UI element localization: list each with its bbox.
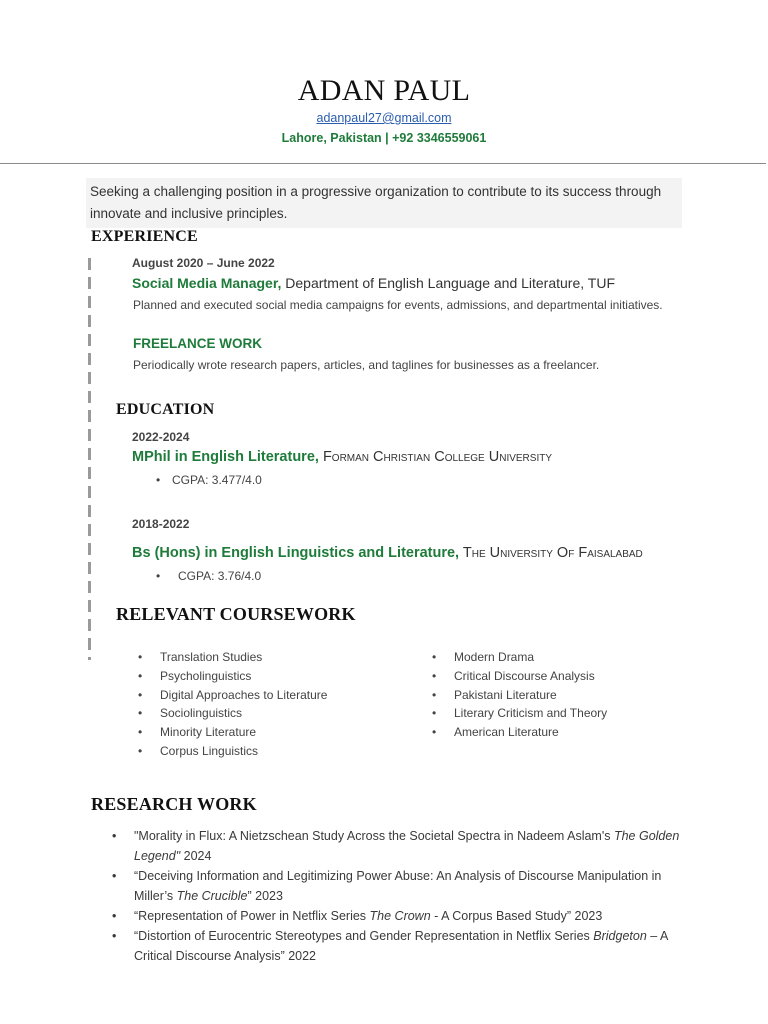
- contact-line: Lahore, Pakistan | +92 3346559061: [281, 131, 487, 145]
- education-date-1: 2022-2024: [132, 430, 190, 444]
- list-item: • Critical Discourse Analysis: [432, 668, 595, 683]
- experience-heading: EXPERIENCE: [91, 228, 198, 245]
- email-link[interactable]: adanpaul27@gmail.com: [316, 111, 452, 125]
- list-item: • Corpus Linguistics: [138, 743, 259, 758]
- list-item: • Sociolinguistics: [138, 706, 243, 721]
- research-heading: RESEARCH WORK: [91, 794, 257, 814]
- timeline-bar: [88, 258, 91, 660]
- institution-name: Forman Christian College University: [318, 449, 553, 465]
- list-item: • Modern Drama: [432, 650, 535, 664]
- degree-title: MPhil in English Literature,: [132, 449, 319, 465]
- institution-name: The University Of Faisalabad: [459, 545, 643, 561]
- list-item: • “Deceiving Information and Legitimizing Power Abuse: An Analysis of Discourse Manipulation in Miller’s The Crucible” 2023: [112, 869, 662, 903]
- degree-title: Bs (Hons) in English Linguistics and Literature,: [132, 545, 460, 561]
- cgpa-text: CGPA: 3.76/4.0: [178, 569, 262, 583]
- list-item: • Literary Criticism and Theory: [432, 706, 608, 721]
- education-date-2: 2018-2022: [132, 517, 190, 531]
- list-item: • “Representation of Power in Netflix Series The Crown - A Corpus Based Study” 2023: [112, 909, 603, 923]
- candidate-name: ADAN PAUL: [297, 74, 471, 107]
- objective-box: [86, 178, 682, 228]
- role-description: Planned and executed social media campaigns for events, admissions, and departmental initiatives.: [133, 298, 663, 312]
- experience-date: August 2020 – June 2022: [132, 256, 275, 270]
- cgpa-text: CGPA: 3.477/4.0: [172, 473, 262, 487]
- experience-role: [132, 275, 615, 291]
- objective-text: Seeking a challenging position in a progressive organization to contribute to its success through innovate and inclusive principles.: [90, 184, 662, 221]
- freelance-title: FREELANCE WORK: [133, 336, 262, 351]
- coursework-list-left: [138, 648, 327, 761]
- list-item: • “Distortion of Eurocentric Stereotypes and Gender Representation in Netflix Series Bridgeton – A Critical Discourse Analysis” 2022: [112, 929, 668, 963]
- list-item: • "Morality in Flux: A Nietzschean Study Across the Societal Spectra in Nadeem Aslam's The Golden Legend" 2024: [112, 829, 680, 863]
- list-item: • Digital Approaches to Literature: [138, 687, 328, 702]
- list-item: • Minority Literature: [138, 725, 257, 740]
- list-item: • Psycholinguistics: [138, 668, 252, 683]
- role-title: Social Media Manager,: [132, 275, 282, 291]
- education-bullet-2: • CGPA: 3.76/4.0: [156, 569, 262, 583]
- freelance-description: Periodically wrote research papers, articles, and taglines for businesses as a freelancer.: [133, 358, 600, 372]
- coursework-list-right: [432, 648, 607, 742]
- header-divider: [0, 163, 766, 164]
- list-item: • Pakistani Literature: [432, 687, 557, 702]
- list-item: • American Literature: [432, 725, 559, 740]
- role-organization: Department of English Language and Literature, TUF: [281, 275, 615, 291]
- list-item: • Translation Studies: [138, 650, 263, 664]
- education-degree-1: [132, 449, 552, 465]
- education-bullet-1: • CGPA: 3.477/4.0: [156, 473, 262, 487]
- education-degree-2: [132, 545, 643, 561]
- email-row: [0, 111, 768, 125]
- research-list: [112, 826, 682, 966]
- coursework-heading: RELEVANT COURSEWORK: [116, 604, 356, 624]
- education-heading: EDUCATION: [116, 401, 215, 418]
